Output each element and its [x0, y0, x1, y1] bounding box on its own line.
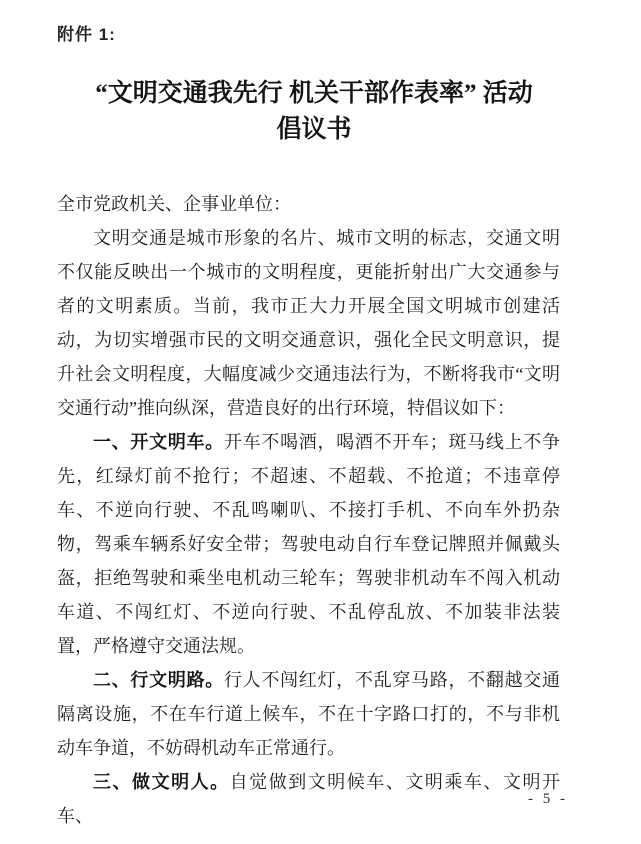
intro-paragraph: 文明交通是城市形象的名片、城市文明的标志，交通文明不仅能反映出一个城市的文明程度，更能折射出广大交通参与者的文明素质。当前，我市正大力开展全国文明城市创建活动，为切实增强市民的文明交通意识，强化全民文明意识，提升社会文明程度，大幅度减少交通违法行为，不断将我市“文明交通行动”推向纵深，营造良好的出行环境，特倡议如下：: [57, 228, 560, 418]
document-title-line-1: “文明交通我先行 机关干部作表率” 活动: [95, 80, 533, 107]
document-body: [57, 187, 560, 833]
document-title-line-2: 倡议书: [276, 116, 352, 143]
attachment-label: 附件 1:: [57, 25, 116, 44]
item-1-lead: 一、开文明车。: [93, 432, 224, 452]
item-paragraph-1: [57, 425, 560, 663]
salutation-line: 全市党政机关、企事业单位：: [57, 194, 291, 214]
item-paragraph-3: [57, 765, 560, 833]
item-2-lead: 二、行文明路。: [93, 670, 224, 690]
page-number: - 5 -: [528, 791, 568, 807]
item-1-text: 开车不喝酒，喝酒不开车；斑马线上不争先，红绿灯前不抢行；不超速、不超载、不抢道；不违章停车、不逆向行驶、不乱鸣喇叭、不接打手机、不向车外扔杂物，驾乘车辆系好安全带；驾驶电动自行车登记牌照并佩戴头盔，拒绝驾驶和乘坐电机动三轮车；驾驶非机动车不闯入机动车道、不闯红灯、不逆向行驶、不乱停乱放、不加装非法装置，严格遵守交通法规。: [57, 432, 561, 656]
item-3-text: 自觉做到文明候车、文明乘车、文明开车、: [57, 772, 561, 826]
item-3-lead: 三、做文明人。: [93, 772, 230, 792]
document-title: [57, 76, 571, 148]
item-paragraph-2: [57, 663, 560, 765]
item-2-text: 行人不闯红灯，不乱穿马路，不翻越交通隔离设施，不在车行道上候车，不在十字路口打的，不与非机动车争道，不妨碍机动车正常通行。: [57, 670, 561, 758]
